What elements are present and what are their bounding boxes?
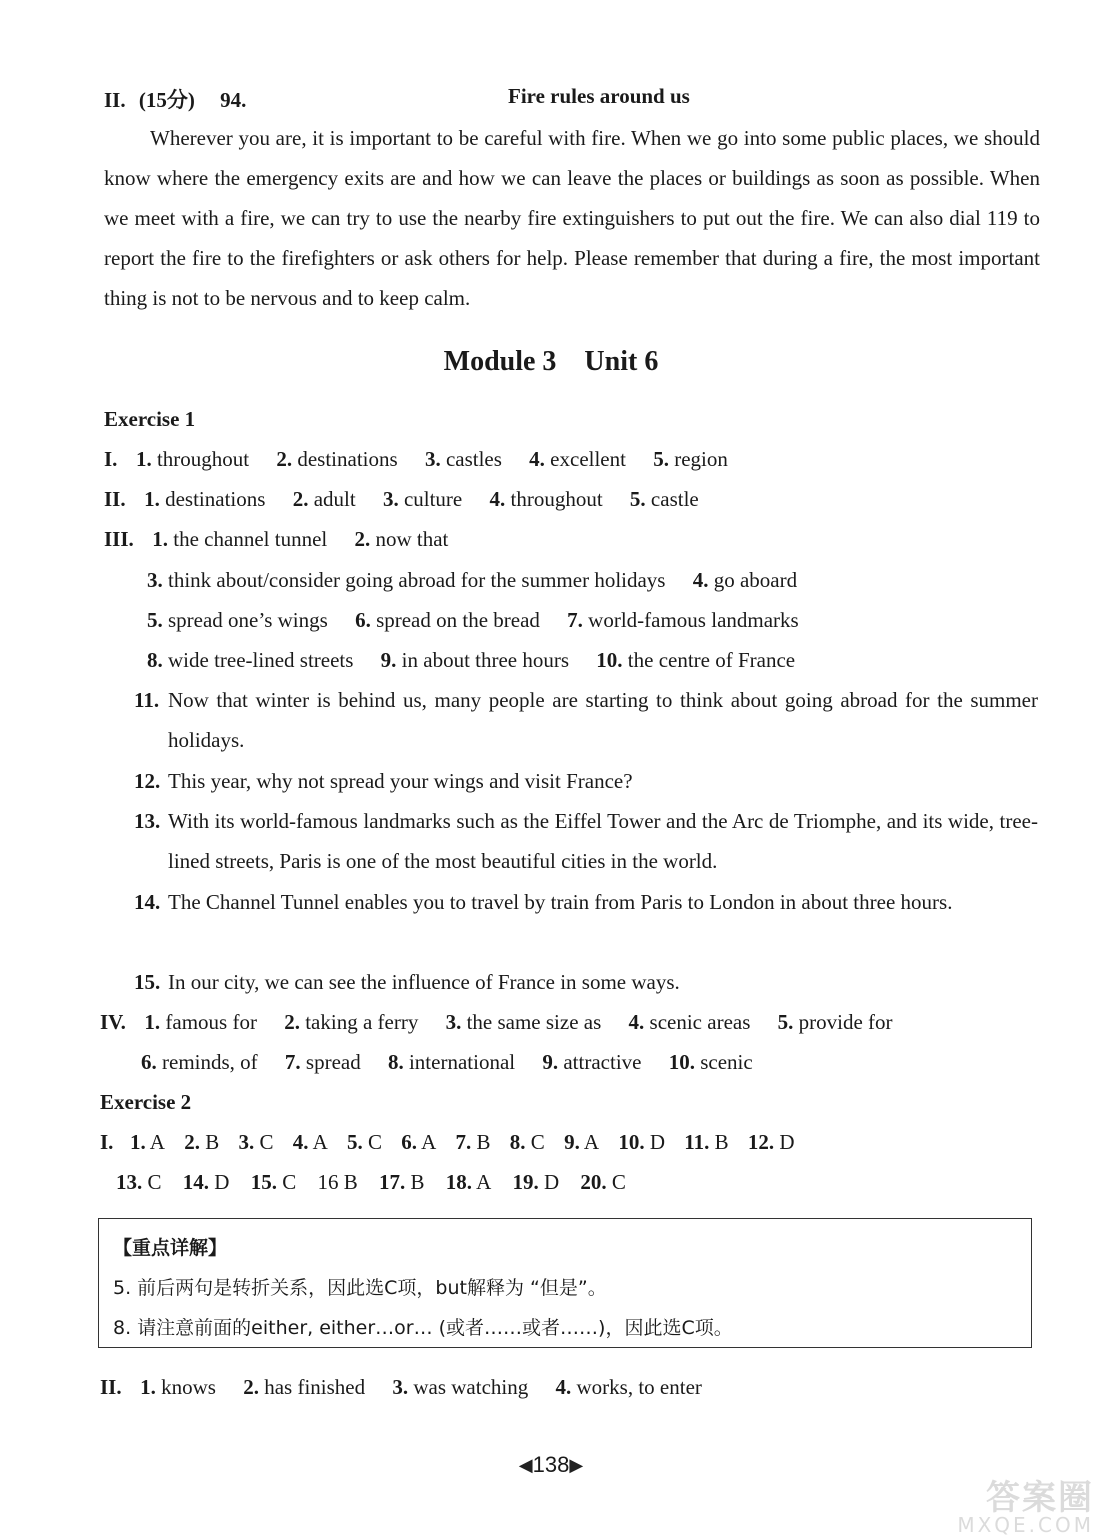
answer-item: 1. knows bbox=[140, 1375, 216, 1399]
note-line-5: 5. 前后两句是转折关系，因此选C项，but解释为 “但是”。 bbox=[113, 1277, 607, 1299]
essay-title: Fire rules around us bbox=[508, 84, 690, 108]
answer-item: 7. world-famous landmarks bbox=[567, 608, 799, 632]
sentence-number: 13. bbox=[134, 809, 161, 833]
ex1-part3-row3 bbox=[147, 607, 799, 633]
answer-item: 1. famous for bbox=[144, 1010, 257, 1034]
answer-item: 2. has finished bbox=[243, 1375, 366, 1399]
ex1-part3-row2 bbox=[147, 567, 797, 593]
answer-item: 3. culture bbox=[382, 487, 463, 511]
part-label: III. bbox=[104, 527, 134, 551]
answer-item: 8. international bbox=[387, 1050, 516, 1074]
answer-item: 6. spread on the bread bbox=[355, 608, 540, 632]
essay-header bbox=[104, 84, 246, 114]
watermark-url: MXQE.COM bbox=[957, 1513, 1094, 1537]
sentence-number: 11. bbox=[134, 688, 160, 712]
answer-item: 5. spread one’s wings bbox=[147, 608, 328, 632]
answer-item: 1. the channel tunnel bbox=[152, 527, 328, 551]
answer-item: 17. B bbox=[378, 1170, 425, 1194]
answer-item: 5. C bbox=[347, 1130, 383, 1154]
ex2-part1-row1 bbox=[100, 1129, 795, 1155]
part-label: II. bbox=[100, 1375, 122, 1399]
answer-item: 1. throughout bbox=[135, 447, 250, 471]
answer-item: 8. C bbox=[509, 1130, 545, 1154]
right-triangle-icon: ▶ bbox=[569, 1455, 584, 1475]
answer-item: 7. spread bbox=[284, 1050, 361, 1074]
section-label: II. bbox=[104, 88, 126, 112]
sentence-number: 15. bbox=[134, 970, 161, 994]
answer-item: 13. C bbox=[116, 1170, 162, 1194]
answer-item: 2. now that bbox=[354, 527, 449, 551]
exercise1-title: Exercise 1 bbox=[104, 407, 196, 431]
answer-item: 4. works, to enter bbox=[555, 1375, 702, 1399]
essay-paragraph bbox=[104, 118, 1040, 318]
part-label: I. bbox=[100, 1130, 114, 1154]
answer-item: 10. scenic bbox=[668, 1050, 753, 1074]
answer-item: 7. B bbox=[455, 1130, 491, 1154]
essay-text: Wherever you are, it is important to be careful with fire. When we go into some public places, we should know where the emergency exits are and how we can leave the places or buildings as soon as possible. When we meet with a fire, we can try to use the nearby fire extinguishers to put out the fire. We can also dial 119 to report the fire to the firefighters or ask others for help. Please remember that during a fire, the most important thing is not to be nervous and to keep calm. bbox=[104, 126, 1040, 310]
answer-item: 5. provide for bbox=[777, 1010, 893, 1034]
answer-item: 5. region bbox=[653, 447, 728, 471]
answer-item: 9. in about three hours bbox=[380, 648, 570, 672]
ex2-part2 bbox=[100, 1374, 702, 1400]
ex1-part4-row2 bbox=[141, 1049, 753, 1075]
sentence-14: The Channel Tunnel enables you to travel by train from Paris to London in about three hours. bbox=[168, 890, 953, 914]
answer-item: 4. go aboard bbox=[692, 568, 798, 592]
answer-item: 19. D bbox=[512, 1170, 560, 1194]
answer-item: 5. castle bbox=[629, 487, 699, 511]
key-points-box bbox=[98, 1218, 1032, 1348]
ex2-part1-row2 bbox=[116, 1169, 626, 1195]
answer-item: 1. destinations bbox=[144, 487, 266, 511]
answer-item: 3. the same size as bbox=[445, 1010, 602, 1034]
ex1-part1 bbox=[104, 446, 728, 472]
sentence-15: In our city, we can see the influence of France in some ways. bbox=[168, 970, 680, 994]
ex1-part3-row1 bbox=[104, 526, 448, 552]
note-line-8: 8. 请注意前面的either, either…or… (或者……或者……)，因此选C项。 bbox=[113, 1317, 733, 1339]
answer-item: 2. B bbox=[184, 1130, 220, 1154]
answer-item: 3. C bbox=[238, 1130, 274, 1154]
answer-item: 6. A bbox=[401, 1130, 437, 1154]
question-number: 94. bbox=[220, 88, 247, 112]
ex1-part3-row4 bbox=[147, 647, 795, 673]
left-triangle-icon: ◀ bbox=[518, 1455, 533, 1475]
answer-item: 10. D bbox=[618, 1130, 665, 1154]
sentence-number: 12. bbox=[134, 769, 161, 793]
answer-item: 3. castles bbox=[424, 447, 502, 471]
answer-item: 2. adult bbox=[292, 487, 356, 511]
page-number-value: 138 bbox=[532, 1452, 570, 1477]
answer-item: 1. A bbox=[129, 1130, 165, 1154]
answer-item: 6. reminds, of bbox=[141, 1050, 258, 1074]
answer-item: 2. taking a ferry bbox=[284, 1010, 419, 1034]
answer-item: 2. destinations bbox=[276, 447, 398, 471]
answer-item: 16 B bbox=[317, 1170, 358, 1194]
answer-item: 8. wide tree-lined streets bbox=[147, 648, 354, 672]
answer-item: 20. C bbox=[580, 1170, 626, 1194]
sentence-11: Now that winter is behind us, many people are starting to think about going abroad for the summer holidays. bbox=[168, 688, 1038, 752]
module-title: Module 3 Unit 6 bbox=[443, 346, 659, 377]
ex1-part4-row1 bbox=[100, 1009, 893, 1035]
part-label: II. bbox=[104, 487, 126, 511]
answer-item: 11. B bbox=[684, 1130, 729, 1154]
answer-item: 4. throughout bbox=[489, 487, 603, 511]
ex1-part2 bbox=[104, 486, 699, 512]
sentence-12: This year, why not spread your wings and visit France? bbox=[168, 769, 633, 793]
sentence-13: With its world-famous landmarks such as the Eiffel Tower and the Arc de Triomphe, and its wide, tree-lined streets, Paris is one of the most beautiful cities in the world. bbox=[168, 809, 1038, 873]
answer-item: 9. A bbox=[564, 1130, 600, 1154]
sentence-number: 14. bbox=[134, 890, 161, 914]
answer-item: 3. was watching bbox=[392, 1375, 529, 1399]
part-label: I. bbox=[104, 447, 118, 471]
note-heading: 【重点详解】 bbox=[113, 1237, 228, 1259]
watermark-logo bbox=[914, 1470, 1094, 1537]
section-score: (15分) bbox=[138, 88, 195, 112]
answer-item: 15. C bbox=[250, 1170, 297, 1194]
answer-item: 4. A bbox=[292, 1130, 328, 1154]
answer-item: 3. think about/consider going abroad for the summer holidays bbox=[147, 568, 666, 592]
answer-item: 14. D bbox=[182, 1170, 230, 1194]
answer-item: 18. A bbox=[445, 1170, 492, 1194]
answer-item: 9. attractive bbox=[542, 1050, 642, 1074]
answer-item: 4. scenic areas bbox=[628, 1010, 751, 1034]
answer-item: 10. the centre of France bbox=[596, 648, 796, 672]
part-label: IV. bbox=[100, 1010, 126, 1034]
answer-item: 4. excellent bbox=[529, 447, 626, 471]
exercise2-title: Exercise 2 bbox=[100, 1090, 192, 1114]
watermark-text: 答案圈 bbox=[986, 1478, 1094, 1518]
answer-item: 12. D bbox=[747, 1130, 795, 1154]
